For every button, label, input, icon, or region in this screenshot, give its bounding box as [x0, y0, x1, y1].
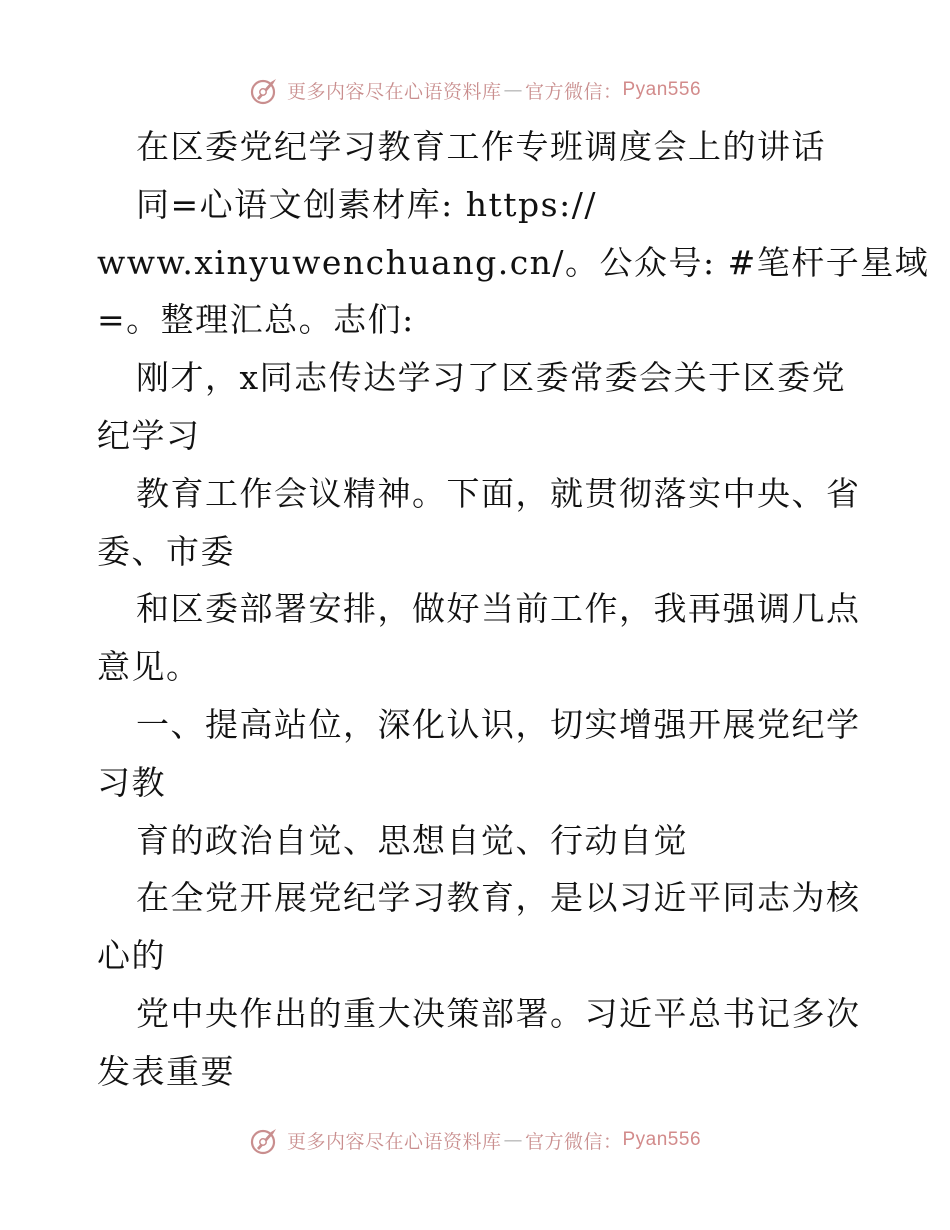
- text-line: 发表重要: [97, 1051, 235, 1091]
- text-line: 在全党开展党纪学习教育，是以习近平同志为核: [136, 878, 861, 918]
- text-line: 同=心语文创素材库: https://: [136, 184, 597, 224]
- text-line: 教育工作会议精神。下面，就贯彻落实中央、省: [136, 473, 861, 513]
- section-heading: 一、提高站位，深化认识，切实增强开展党纪学: [136, 704, 861, 744]
- watermark-text: 更多内容尽在心语资料库: [286, 80, 502, 103]
- quill-pen-logo-icon: [249, 74, 281, 106]
- document-body: [97, 118, 930, 1101]
- watermark-wechat-id: Pyan556: [622, 1129, 702, 1150]
- watermark-suffix: 官方微信：: [524, 80, 623, 103]
- section-heading-continued: 育的政治自觉、思想自觉、行动自觉: [136, 820, 688, 860]
- header-watermark: [0, 70, 950, 110]
- text-line: www.xinyuwenchuang.cn/。公众号: #笔杆子星域: [97, 242, 930, 282]
- text-line: 心的: [97, 936, 166, 976]
- watermark-dash: —: [503, 79, 523, 101]
- document-title: 在区委党纪学习教育工作专班调度会上的讲话: [136, 127, 826, 166]
- quill-pen-logo-icon: [249, 1124, 281, 1156]
- text-line: =。整理汇总。志们:: [97, 300, 415, 340]
- section-heading-continued: 习教: [97, 762, 166, 802]
- footer-watermark: [0, 1120, 950, 1160]
- text-line: 纪学习: [97, 415, 201, 455]
- text-line: 刚才，x同志传达学习了区委常委会关于区委党: [136, 358, 847, 398]
- text-line: 意见。: [97, 647, 201, 687]
- watermark-suffix: 官方微信：: [524, 1130, 623, 1153]
- text-line: 委、市委: [97, 531, 235, 571]
- text-line: 和区委部署安排，做好当前工作，我再强调几点: [136, 589, 861, 629]
- watermark-wechat-id: Pyan556: [622, 79, 702, 100]
- watermark-text: 更多内容尽在心语资料库: [286, 1130, 502, 1153]
- text-line: 党中央作出的重大决策部署。习近平总书记多次: [136, 993, 861, 1033]
- watermark-dash: —: [503, 1129, 523, 1151]
